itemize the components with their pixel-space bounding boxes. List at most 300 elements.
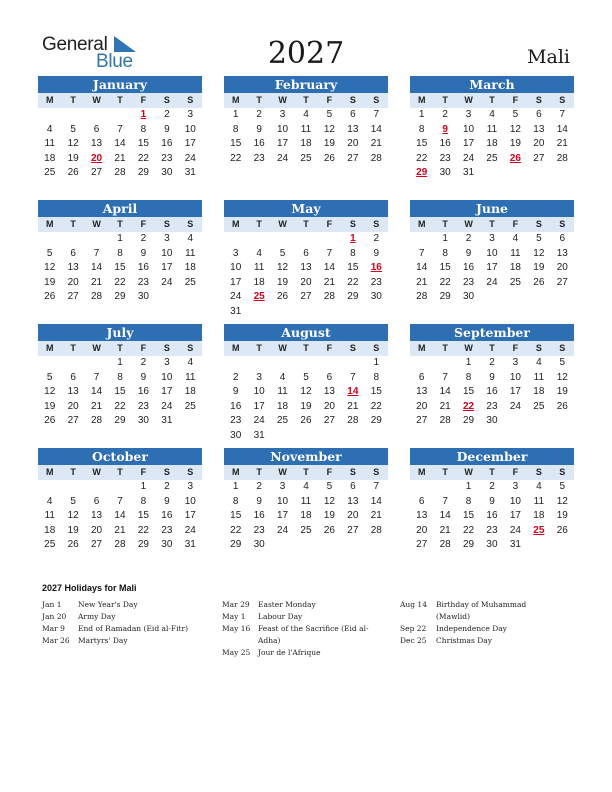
weekday-label: M	[231, 343, 240, 353]
empty-cell	[85, 232, 108, 247]
day-cell: 8	[232, 495, 239, 507]
day-cell: 21	[556, 138, 568, 150]
weekday-label: T	[303, 343, 309, 353]
day-cell: 13	[300, 262, 312, 274]
day-cell: 3	[512, 357, 519, 368]
month-december	[410, 448, 574, 553]
day-cell: 20	[67, 400, 79, 412]
day-cell: 5	[279, 247, 286, 259]
day-cell: 6	[418, 495, 425, 507]
day-cell: 13	[556, 247, 568, 259]
day-cell: 13	[323, 386, 335, 398]
weekday-label: S	[187, 219, 194, 229]
day-cell: 29	[114, 415, 126, 427]
empty-cell	[85, 108, 108, 123]
day-cell: 23	[137, 276, 149, 288]
day-cell: 1	[442, 233, 448, 244]
day-cell: 26	[533, 276, 545, 288]
day-cell: 10	[161, 247, 173, 259]
day-cell: 15	[463, 510, 475, 522]
day-cell: 31	[463, 167, 475, 179]
weekday-label: S	[163, 219, 170, 229]
day-cell: 23	[161, 524, 173, 536]
day-cell: 7	[93, 371, 100, 383]
day-cell: 28	[91, 415, 103, 427]
day-cell: 13	[67, 386, 79, 398]
weekday-label: F	[326, 467, 333, 477]
day-cell: 6	[350, 481, 356, 492]
day-cell: 6	[70, 247, 76, 259]
day-cell: 13	[416, 510, 428, 522]
day-cell: 21	[323, 276, 335, 288]
weekday-label: W	[278, 343, 287, 353]
weekday-label: F	[512, 219, 519, 229]
day-cell: 10	[184, 123, 196, 135]
day-cell: 14	[370, 123, 382, 135]
day-grid	[224, 480, 388, 553]
day-cell: 21	[91, 276, 103, 288]
day-cell: 20	[300, 276, 312, 288]
day-cell: 27	[91, 539, 103, 551]
month-title: May	[224, 200, 388, 217]
weekday-label: S	[535, 467, 542, 477]
day-cell: 9	[489, 371, 495, 383]
day-cell: 27	[556, 276, 568, 288]
empty-cell	[61, 232, 84, 247]
day-cell: 24	[184, 524, 196, 536]
weekday-header	[38, 217, 202, 232]
weekday-label: S	[373, 343, 380, 353]
weekday-label: M	[45, 467, 54, 477]
day-cell: 29	[463, 539, 475, 551]
day-cell: 12	[556, 371, 568, 383]
day-grid	[410, 232, 574, 305]
day-cell: 18	[509, 262, 521, 274]
day-cell: 10	[486, 247, 498, 259]
day-cell: 22	[114, 400, 126, 412]
weekday-label: M	[45, 343, 54, 353]
day-cell: 12	[277, 262, 289, 274]
day-cell: 17	[184, 138, 196, 150]
day-cell: 24	[463, 152, 475, 164]
empty-cell	[294, 356, 317, 371]
day-cell: 3	[279, 109, 286, 120]
day-cell: 31	[509, 539, 521, 551]
day-cell: 25	[300, 524, 312, 536]
day-cell: 14	[416, 262, 428, 274]
day-cell: 10	[463, 123, 475, 135]
day-cell: 21	[347, 400, 359, 412]
day-cell: 10	[253, 386, 265, 398]
day-cell: 4	[279, 371, 286, 383]
day-cell: 3	[164, 357, 170, 368]
weekday-header	[38, 341, 202, 356]
day-cell: 27	[533, 152, 545, 164]
day-cell: 17	[161, 262, 173, 274]
holiday-name: Jour de l'Afrique	[258, 648, 321, 657]
month-november	[224, 448, 388, 553]
month-title: August	[224, 324, 388, 341]
day-cell: 16	[486, 386, 498, 398]
weekday-label: T	[256, 219, 262, 229]
day-cell: 2	[140, 233, 147, 244]
day-grid	[410, 356, 574, 429]
empty-cell	[108, 480, 131, 495]
day-cell: 9	[164, 123, 170, 135]
day-cell: 1	[117, 233, 123, 244]
day-cell: 6	[559, 233, 566, 244]
day-grid	[38, 356, 202, 429]
holiday-row	[42, 623, 198, 635]
day-cell: 3	[512, 481, 519, 492]
day-cell: 4	[187, 233, 194, 244]
day-grid	[410, 480, 574, 553]
day-cell: 9	[164, 495, 170, 507]
day-cell: 11	[44, 138, 55, 150]
day-cell: 23	[230, 415, 242, 427]
holiday-day-cell: 16	[370, 262, 382, 274]
day-cell: 18	[184, 386, 196, 398]
holiday-day-cell: 25	[533, 524, 545, 536]
day-cell: 1	[232, 109, 239, 120]
weekday-label: T	[303, 219, 309, 229]
day-grid	[224, 108, 388, 166]
day-cell: 19	[556, 386, 568, 398]
day-cell: 4	[536, 481, 542, 492]
day-cell: 15	[230, 510, 242, 522]
day-cell: 2	[232, 371, 239, 383]
weekday-header	[410, 465, 574, 480]
day-cell: 24	[509, 400, 521, 412]
holiday-date: Mar 26	[42, 636, 70, 645]
holiday-day-cell: 9	[442, 123, 448, 135]
day-cell: 29	[137, 167, 149, 179]
day-cell: 13	[91, 138, 103, 150]
day-cell: 19	[67, 152, 79, 164]
day-cell: 3	[187, 109, 194, 120]
weekday-header	[410, 341, 574, 356]
day-cell: 5	[512, 109, 519, 120]
holiday-date: May 1	[222, 612, 246, 621]
weekday-label: T	[256, 95, 262, 105]
day-cell: 2	[140, 357, 147, 368]
day-cell: 5	[70, 123, 76, 135]
day-cell: 29	[230, 539, 242, 551]
weekday-label: F	[512, 343, 519, 353]
holiday-column	[42, 599, 198, 647]
holiday-name: New Year's Day	[78, 600, 138, 609]
day-cell: 1	[140, 481, 147, 492]
weekday-label: S	[187, 343, 194, 353]
day-cell: 4	[303, 109, 309, 120]
weekday-label: F	[512, 95, 519, 105]
day-cell: 16	[486, 510, 498, 522]
holiday-row	[222, 611, 378, 623]
weekday-label: S	[373, 219, 380, 229]
weekday-label: S	[559, 95, 566, 105]
day-cell: 10	[509, 495, 521, 507]
day-cell: 22	[463, 524, 475, 536]
empty-cell	[433, 356, 456, 371]
day-cell: 4	[512, 233, 519, 244]
holiday-day-cell: 22	[463, 400, 475, 412]
day-cell: 11	[486, 123, 498, 135]
day-cell: 3	[489, 233, 495, 244]
weekday-label: F	[326, 219, 333, 229]
holiday-list	[42, 583, 582, 657]
day-cell: 1	[117, 357, 123, 368]
day-cell: 11	[277, 386, 288, 398]
day-cell: 16	[230, 400, 242, 412]
empty-cell	[410, 356, 433, 371]
weekday-label: M	[417, 95, 426, 105]
day-cell: 18	[300, 138, 312, 150]
weekday-label: W	[92, 467, 101, 477]
day-cell: 16	[463, 262, 475, 274]
day-cell: 16	[439, 138, 451, 150]
day-cell: 26	[556, 524, 568, 536]
holiday-date: Aug 14	[400, 600, 427, 609]
day-cell: 1	[373, 357, 380, 368]
month-february	[224, 76, 388, 166]
month-title: September	[410, 324, 574, 341]
day-cell: 30	[253, 539, 265, 551]
holiday-name: Martyrs' Day	[78, 636, 128, 645]
day-cell: 5	[326, 481, 333, 492]
day-cell: 4	[303, 481, 309, 492]
holiday-name: Army Day	[78, 612, 116, 621]
day-cell: 25	[184, 276, 196, 288]
day-cell: 6	[350, 109, 356, 120]
weekday-label: W	[278, 95, 287, 105]
weekday-header	[224, 217, 388, 232]
weekday-label: S	[349, 95, 356, 105]
day-cell: 5	[536, 233, 542, 244]
weekday-label: W	[278, 219, 287, 229]
day-cell: 4	[489, 109, 495, 120]
day-cell: 6	[418, 371, 425, 383]
day-cell: 24	[277, 524, 289, 536]
day-cell: 29	[439, 291, 451, 303]
day-cell: 26	[67, 539, 79, 551]
weekday-label: F	[140, 343, 147, 353]
holiday-date: Mar 9	[42, 624, 65, 633]
day-cell: 26	[44, 415, 56, 427]
weekday-label: M	[231, 95, 240, 105]
weekday-label: F	[140, 467, 147, 477]
weekday-label: S	[349, 467, 356, 477]
day-cell: 15	[137, 138, 149, 150]
month-title: October	[38, 448, 202, 465]
day-cell: 26	[277, 291, 289, 303]
day-cell: 12	[300, 386, 312, 398]
holiday-column	[222, 599, 378, 659]
day-cell: 17	[161, 386, 173, 398]
day-cell: 20	[416, 400, 428, 412]
day-cell: 9	[465, 247, 472, 259]
holiday-day-cell: 25	[253, 291, 265, 303]
holiday-row	[400, 599, 556, 623]
day-cell: 8	[140, 123, 147, 135]
day-cell: 18	[44, 152, 56, 164]
weekday-label: M	[417, 343, 426, 353]
day-cell: 30	[486, 539, 498, 551]
day-cell: 9	[256, 123, 262, 135]
day-cell: 4	[256, 247, 262, 259]
month-october	[38, 448, 202, 553]
day-cell: 7	[326, 247, 333, 259]
weekday-label: T	[442, 219, 448, 229]
day-cell: 21	[370, 138, 382, 150]
empty-cell	[341, 356, 364, 371]
day-cell: 9	[373, 247, 380, 259]
weekday-label: F	[326, 95, 333, 105]
weekday-label: S	[187, 95, 194, 105]
day-cell: 8	[373, 371, 380, 383]
holiday-name: Independence Day	[436, 624, 507, 633]
day-cell: 25	[44, 539, 56, 551]
day-cell: 25	[509, 276, 521, 288]
weekday-label: S	[535, 343, 542, 353]
day-cell: 22	[439, 276, 451, 288]
day-cell: 19	[300, 400, 312, 412]
day-cell: 19	[533, 262, 545, 274]
day-cell: 31	[230, 305, 242, 317]
weekday-header	[224, 465, 388, 480]
day-cell: 28	[439, 539, 451, 551]
day-cell: 21	[91, 400, 103, 412]
day-cell: 17	[463, 138, 475, 150]
holiday-row	[42, 599, 198, 611]
day-cell: 9	[140, 247, 147, 259]
day-cell: 6	[93, 495, 100, 507]
day-cell: 14	[370, 495, 382, 507]
day-cell: 30	[463, 291, 475, 303]
month-title: November	[224, 448, 388, 465]
weekday-label: T	[303, 467, 309, 477]
weekday-label: S	[559, 467, 566, 477]
weekday-label: S	[373, 95, 380, 105]
holiday-day-cell: 20	[91, 152, 103, 164]
day-cell: 15	[370, 386, 382, 398]
day-cell: 3	[256, 371, 262, 383]
day-cell: 30	[137, 415, 149, 427]
day-cell: 28	[370, 152, 382, 164]
day-cell: 7	[442, 371, 448, 383]
day-cell: 22	[230, 524, 242, 536]
day-cell: 18	[300, 510, 312, 522]
month-title: April	[38, 200, 202, 217]
weekday-label: F	[140, 95, 147, 105]
day-cell: 21	[439, 524, 451, 536]
day-cell: 23	[137, 400, 149, 412]
empty-cell	[247, 232, 270, 247]
month-july	[38, 324, 202, 429]
holiday-row	[222, 647, 378, 659]
weekday-label: M	[417, 467, 426, 477]
weekday-header	[38, 465, 202, 480]
day-cell: 3	[465, 109, 472, 120]
day-cell: 4	[536, 357, 542, 368]
weekday-label: W	[92, 95, 101, 105]
day-cell: 13	[347, 495, 359, 507]
day-cell: 22	[370, 400, 382, 412]
day-cell: 5	[70, 495, 76, 507]
holiday-name: Feast of the Sacrifice (Eid al-Adha)	[258, 624, 369, 645]
empty-cell	[61, 108, 84, 123]
weekday-label: T	[489, 219, 495, 229]
holiday-day-cell: 29	[416, 167, 428, 179]
weekday-label: T	[489, 95, 495, 105]
day-cell: 20	[347, 138, 359, 150]
day-cell: 14	[556, 123, 568, 135]
day-cell: 2	[164, 481, 170, 492]
day-cell: 8	[232, 123, 239, 135]
day-cell: 31	[253, 429, 265, 441]
day-cell: 24	[161, 276, 173, 288]
day-cell: 16	[253, 138, 265, 150]
day-cell: 26	[67, 167, 79, 179]
day-cell: 21	[439, 400, 451, 412]
weekday-label: M	[45, 95, 54, 105]
day-cell: 25	[300, 152, 312, 164]
weekday-header	[410, 217, 574, 232]
holiday-name: Easter Monday	[258, 600, 316, 609]
day-cell: 7	[117, 123, 123, 135]
day-cell: 5	[46, 247, 53, 259]
day-cell: 3	[187, 481, 194, 492]
day-cell: 8	[465, 495, 472, 507]
empty-cell	[318, 232, 341, 247]
day-cell: 15	[463, 386, 475, 398]
weekday-label: S	[559, 343, 566, 353]
weekday-label: M	[45, 219, 54, 229]
day-cell: 27	[91, 167, 103, 179]
empty-cell	[410, 232, 433, 247]
day-cell: 2	[442, 109, 448, 120]
day-cell: 7	[442, 495, 448, 507]
day-cell: 11	[185, 371, 196, 383]
day-cell: 9	[256, 495, 262, 507]
day-cell: 26	[556, 400, 568, 412]
weekday-label: W	[92, 343, 101, 353]
day-cell: 23	[370, 276, 382, 288]
weekday-label: T	[70, 95, 76, 105]
holiday-day-cell: 1	[140, 109, 147, 120]
day-cell: 16	[161, 138, 173, 150]
day-cell: 14	[439, 386, 451, 398]
day-grid	[224, 232, 388, 320]
day-cell: 7	[117, 495, 123, 507]
day-cell: 7	[350, 371, 356, 383]
day-cell: 22	[114, 276, 126, 288]
weekday-label: T	[70, 219, 76, 229]
day-cell: 11	[533, 495, 545, 507]
holiday-name: End of Ramadan (Eid al-Fitr)	[78, 624, 189, 633]
day-cell: 12	[67, 138, 79, 150]
weekday-label: T	[117, 95, 123, 105]
day-cell: 7	[93, 247, 100, 259]
day-cell: 30	[161, 539, 173, 551]
day-cell: 6	[93, 123, 100, 135]
holiday-row	[222, 623, 378, 647]
day-cell: 20	[323, 400, 335, 412]
weekday-label: T	[303, 95, 309, 105]
weekday-label: T	[442, 95, 448, 105]
day-cell: 4	[46, 123, 53, 135]
day-cell: 4	[187, 357, 194, 368]
day-cell: 23	[463, 276, 475, 288]
